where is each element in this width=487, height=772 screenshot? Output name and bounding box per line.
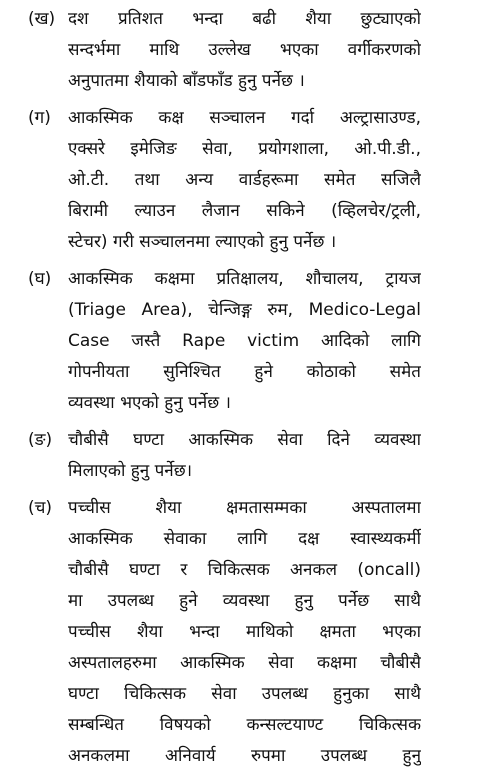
text-line: आकस्मिक कक्षमा प्रतिक्षालय, शौचालय, ट्रायज	[68, 269, 421, 289]
text-line: आकस्मिक कक्ष सञ्चालन गर्दा अल्ट्रासाउण्ड,	[68, 108, 421, 128]
text-line: एक्सरे इमेजिङ सेवा, प्रयोगशाला, ओ.पी.डी.,	[68, 139, 421, 159]
text-line: चौबीसै घण्टा र चिकित्सक अनकल (oncall)	[68, 560, 421, 580]
text-line: ओ.टी. तथा अन्य वार्डहरूमा समेत सजिलै	[68, 170, 421, 190]
text-line: सन्दर्भमा माथि उल्लेख भएका वर्गीकरणको	[68, 40, 421, 60]
item-marker: (ङ)	[28, 430, 53, 450]
text-line: पच्चीस शैया क्षमतासम्मका अस्पतालमा	[68, 498, 421, 518]
text-line: सम्बन्धित विषयको कन्सल्टयाण्ट चिकित्सक	[68, 715, 421, 735]
text-line: स्टेचर) गरी सञ्चालनमा ल्याएको हुनु पर्नेछ ।	[68, 232, 337, 252]
text-line: मिलाएको हुनु पर्नेछ।	[68, 461, 193, 481]
item-marker: (घ)	[28, 269, 52, 289]
item-marker: (च)	[28, 498, 53, 518]
text-line: घण्टा चिकित्सक सेवा उपलब्ध हुनुका साथै	[68, 684, 421, 704]
text-line: व्यवस्था भएको हुनु पर्नेछ ।	[68, 393, 232, 413]
text-line: पच्चीस शैया भन्दा माथिको क्षमता भएका	[68, 622, 421, 642]
text-line: मा उपलब्ध हुने व्यवस्था हुनु पर्नेछ साथै	[68, 591, 421, 611]
item-marker: (ग)	[28, 108, 51, 128]
text-line: दश प्रतिशत भन्दा बढी शैया छुट्याएको	[68, 9, 421, 29]
text-line: Case जस्तै Rape victim आदिको लागि	[68, 331, 421, 351]
list-item-gha	[0, 264, 487, 419]
list-item-cha	[0, 493, 487, 772]
list-item-nga	[0, 425, 487, 487]
text-line: आकस्मिक सेवाका लागि दक्ष स्वास्थ्यकर्मी	[68, 529, 421, 549]
text-line: अस्पतालहरुमा आकस्मिक सेवा कक्षमा चौबीसै	[68, 653, 421, 673]
item-marker: (ख)	[28, 9, 56, 29]
text-line: गोपनीयता सुनिश्चित हुने कोठाको समेत	[68, 362, 421, 382]
text-line: बिरामी ल्याउन लैजान सकिने (व्हिलचेर/ट्रली,	[68, 201, 421, 221]
text-line: चौबीसै घण्टा आकस्मिक सेवा दिने व्यवस्था	[68, 430, 421, 450]
text-line: अनकलमा अनिवार्य रुपमा उपलब्ध हुनु	[68, 746, 421, 766]
text-line: अनुपातमा शैयाको बाँडफाँड हुनु पर्नेछ ।	[68, 71, 305, 91]
list-item-ga	[0, 103, 487, 258]
text-line: (Triage Area), चेन्जिङ्ग रुम, Medico-Legal	[68, 300, 421, 320]
list-item-kha	[0, 4, 487, 97]
